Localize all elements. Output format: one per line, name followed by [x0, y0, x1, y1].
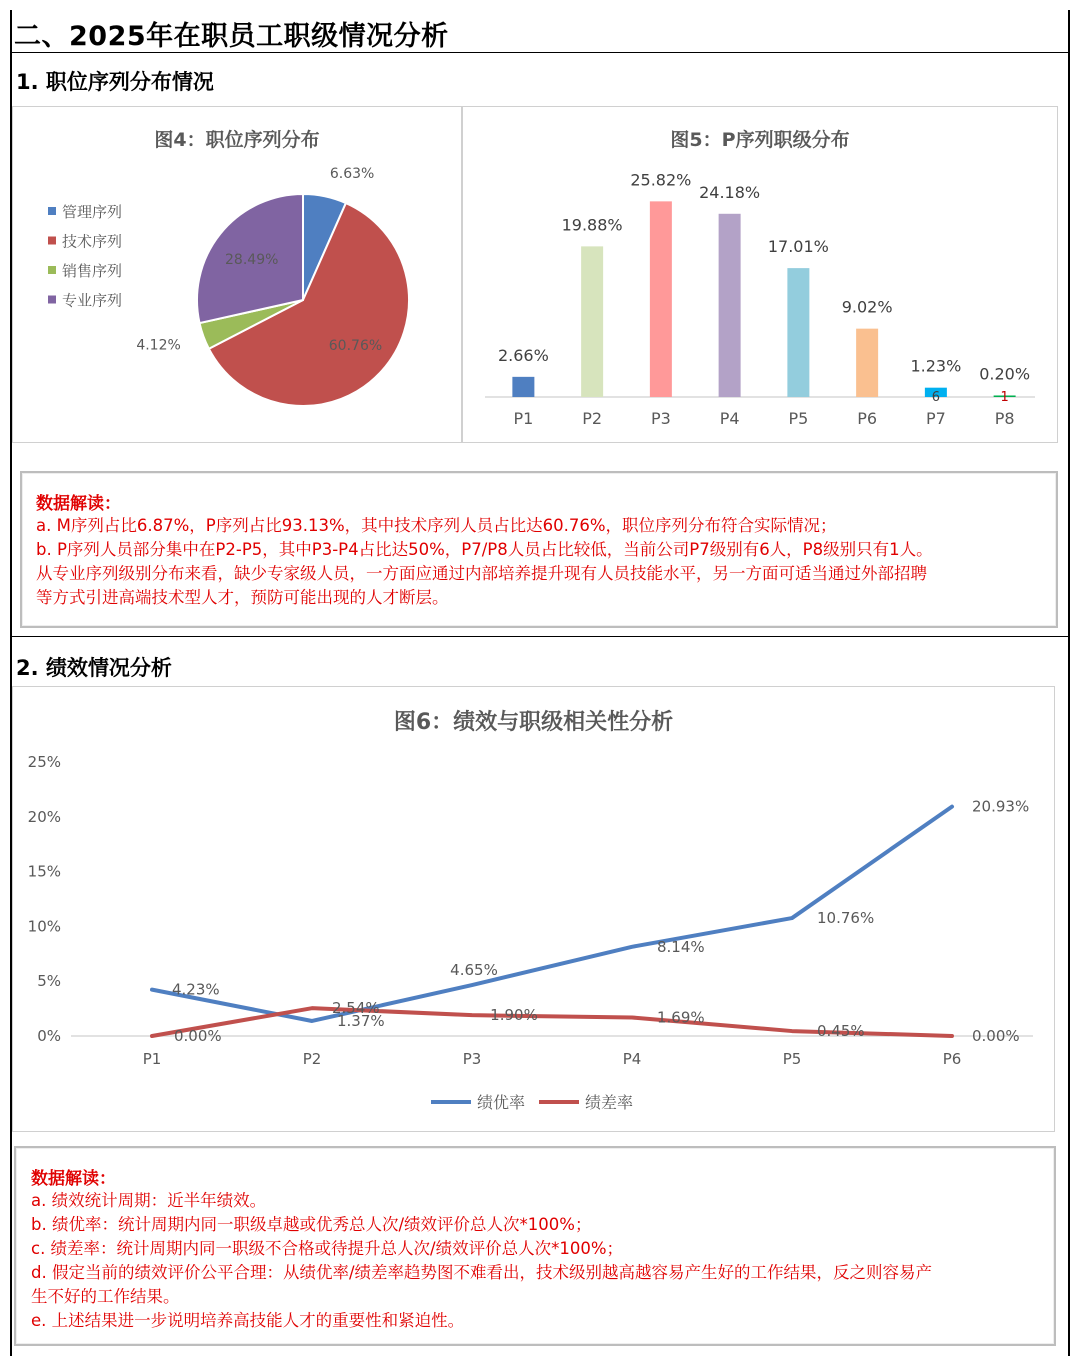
pie-chart [13, 107, 463, 444]
section-divider [10, 636, 1070, 637]
line-x-tick-label: P5 [782, 1050, 802, 1068]
bar-tick-label: P2 [582, 409, 603, 428]
line-x-tick-label: P2 [302, 1050, 322, 1068]
note1-line: 从专业序列级别分布来看，缺少专家级人员，一方面应通过内部培养提升现有人员技能水平，另一方面可适当通过外部招聘 [36, 564, 927, 583]
line-data-label: 0.45% [817, 1022, 865, 1041]
bar-data-label: 0.20% [979, 364, 1031, 384]
bar-data-label: 24.18% [699, 182, 761, 202]
note2-heading: 数据解读： [31, 1169, 116, 1189]
note1-line: a. M序列占比6.87%，P序列占比93.13%，其中技术序列人员占比达60.76%，职位序列分布符合实际情况； [36, 516, 837, 535]
bar-tick-label: P1 [513, 409, 534, 428]
line-data-label: 4.65% [450, 961, 498, 980]
bar-data-label: 17.01% [767, 237, 829, 257]
bar [650, 201, 672, 397]
line-data-label: 4.23% [172, 980, 220, 999]
section2-title: 2. 绩效情况分析 [16, 656, 172, 680]
title-divider [10, 52, 1070, 53]
note2-line: 生不好的工作结果。 [31, 1287, 180, 1306]
bar-chart-panel [462, 106, 1058, 443]
line-data-label: 1.37% [337, 1011, 385, 1030]
line-x-tick-label: P3 [462, 1050, 482, 1068]
line-data-label: 2.54% [332, 999, 380, 1018]
line-y-tick-label: 15% [27, 862, 61, 881]
note2-line: b. 绩优率：统计周期内同一职级卓越或优秀总人次/绩效评价总人次*100%； [31, 1215, 592, 1234]
pie-legend-swatch [48, 237, 56, 245]
pie-data-label: 4.12% [136, 337, 181, 354]
bar-inner-label: 6 [931, 390, 941, 405]
analysis-note-1 [20, 471, 1058, 628]
bar [512, 377, 534, 397]
bar-chart-title: 图5：P序列职级分布 [670, 129, 850, 151]
pie-legend-swatch [48, 266, 56, 274]
line-data-label: 1.69% [657, 1008, 705, 1027]
pie-data-label: 60.76% [328, 338, 383, 355]
line-legend-label: 绩差率 [585, 1093, 634, 1112]
line-x-tick-label: P6 [942, 1050, 962, 1068]
bar-data-label: 2.66% [497, 345, 549, 365]
line-chart-title: 图6：绩效与职级相关性分析 [393, 710, 674, 735]
bar-data-label: 1.23% [910, 356, 962, 376]
bar-data-label: 9.02% [841, 297, 893, 317]
pie-data-label: 6.63% [329, 165, 375, 182]
pie-legend-swatch [48, 296, 56, 304]
line-data-label: 20.93% [972, 797, 1030, 816]
bar [719, 214, 741, 397]
line-chart-panel [12, 686, 1055, 1132]
bar-data-label: 25.82% [630, 170, 692, 190]
line-data-label: 10.76% [817, 909, 875, 928]
bar-data-label: 19.88% [561, 215, 623, 235]
pie-legend-swatch [48, 207, 56, 215]
bar [787, 268, 809, 397]
line-x-tick-label: P4 [622, 1050, 642, 1068]
bar-tick-label: P6 [857, 409, 878, 428]
pie-chart-title: 图4：职位序列分布 [154, 129, 320, 151]
note1-heading: 数据解读： [36, 494, 121, 514]
bar-inner-label: 1 [1000, 390, 1009, 405]
line-data-label: 1.90% [490, 1006, 538, 1025]
line-y-tick-label: 20% [27, 807, 61, 826]
line-y-tick-label: 10% [27, 917, 61, 936]
line-data-label: 8.14% [657, 937, 705, 956]
bar-tick-label: P8 [994, 409, 1015, 428]
bar-tick-label: P3 [650, 409, 671, 428]
line-y-tick-label: 0% [37, 1027, 61, 1045]
pie-chart-panel [12, 106, 462, 443]
pie-legend-label: 专业序列 [62, 291, 123, 310]
note2-line: e. 上述结果进一步说明培养高技能人才的重要性和紧迫性。 [31, 1311, 465, 1330]
note2-line: a. 绩效统计周期：近半年绩效。 [31, 1191, 267, 1210]
pie-legend-label: 管理序列 [62, 203, 123, 221]
line-y-tick-label: 25% [27, 753, 61, 771]
line-data-label: 0.00% [174, 1027, 222, 1045]
page-title: 二、2025年在职员工职级情况分析 [14, 21, 449, 52]
bar-tick-label: P4 [719, 409, 740, 428]
pie-data-label: 28.49% [225, 251, 279, 268]
line-legend-label: 绩优率 [477, 1093, 526, 1112]
line-y-tick-label: 5% [37, 972, 61, 991]
line-chart [13, 687, 1056, 1133]
section1-title: 1. 职位序列分布情况 [16, 70, 214, 94]
pie-legend-label: 销售序列 [62, 262, 123, 280]
bar [856, 329, 878, 397]
pie-legend-label: 技术序列 [62, 232, 123, 251]
note1-line: b. P序列人员部分集中在P2-P5，其中P3-P4占比达50%，P7/P8人员占比较低，当前公司P7级别有6人，P8级别只有1人。 [36, 540, 933, 559]
note1-line: 等方式引进高端技术型人才，预防可能出现的人才断层。 [36, 588, 449, 607]
note2-line: c. 绩差率：统计周期内同一职级不合格或待提升总人次/绩效评价总人次*100%； [31, 1239, 624, 1258]
bar-chart [463, 107, 1059, 444]
analysis-note-2 [14, 1146, 1056, 1346]
line-data-label: 0.00% [972, 1027, 1020, 1045]
bar-tick-label: P7 [925, 409, 946, 428]
line-x-tick-label: P1 [142, 1050, 162, 1068]
bar-tick-label: P5 [788, 409, 809, 428]
bar [581, 246, 603, 397]
note2-line: d. 假定当前的绩效评价公平合理：从绩优率/绩差率趋势图不难看出，技术级别越高越容易产生好的工作结果，反之则容易产 [31, 1263, 933, 1282]
